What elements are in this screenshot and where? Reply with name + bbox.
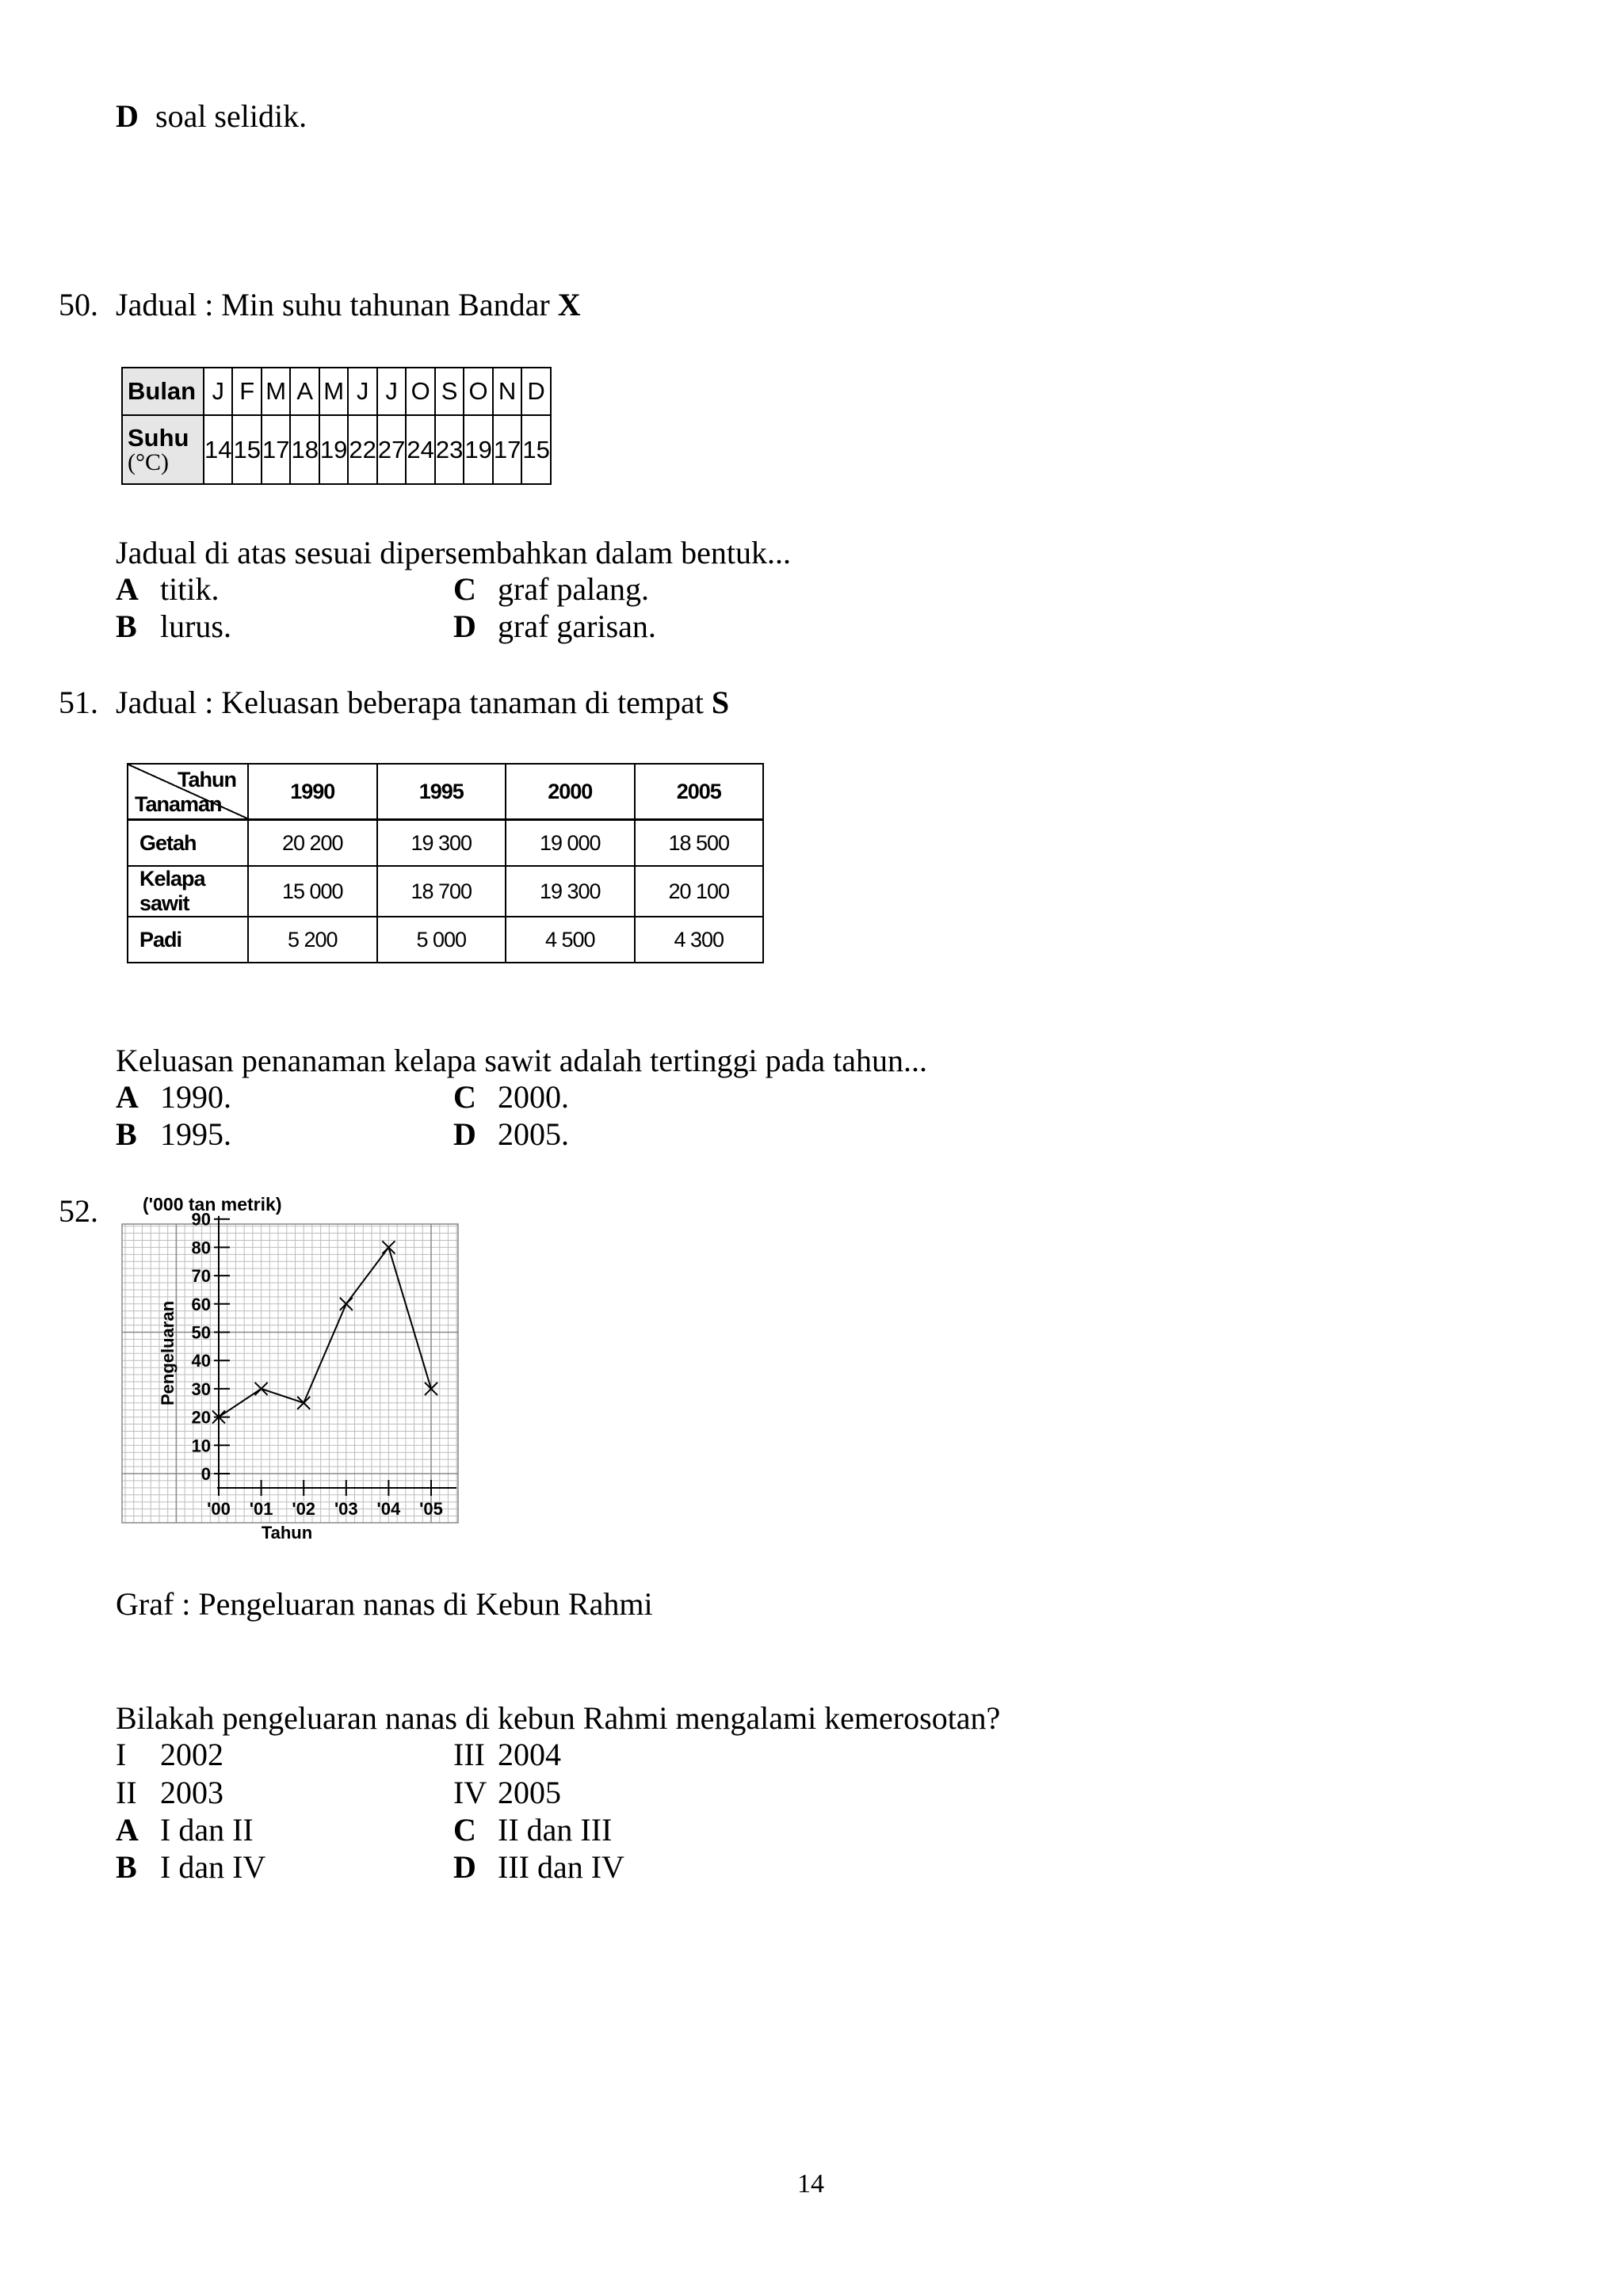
- temp-cell: 17: [262, 415, 290, 484]
- temperature-table: [121, 367, 552, 485]
- table-title: Jadual : Min suhu tahunan Bandar: [116, 287, 550, 322]
- table-title-bold: S: [711, 685, 730, 720]
- q51-option-b[interactable]: [116, 1116, 231, 1153]
- y-tick-label: 90: [191, 1209, 211, 1230]
- q50-option-d[interactable]: [453, 608, 656, 645]
- statement-text: 2005: [498, 1775, 561, 1810]
- q52-question: Bilakah pengeluaran nanas di kebun Rahmi mengalami kemerosotan?: [116, 1700, 1001, 1736]
- temp-cell: 23: [435, 415, 464, 484]
- month-cell: J: [377, 368, 406, 415]
- q50-option-c[interactable]: [453, 571, 649, 608]
- table-row: [128, 917, 763, 963]
- temp-cell: 19: [319, 415, 348, 484]
- option-text: soal selidik.: [155, 98, 307, 134]
- month-cell: F: [232, 368, 261, 415]
- crop-name: Padi: [128, 917, 248, 963]
- option-letter: C: [453, 1079, 476, 1115]
- statement-text: 2003: [160, 1775, 223, 1810]
- year-header: 2005: [635, 764, 764, 820]
- statement-numeral: IV: [453, 1775, 487, 1810]
- option-text: graf palang.: [498, 571, 650, 607]
- area-cell: 19 300: [377, 820, 506, 867]
- year-header: 1995: [377, 764, 506, 820]
- row-header-unit: (°C): [128, 448, 169, 475]
- x-tick-label: '01: [249, 1499, 273, 1519]
- y-tick-label: 70: [191, 1266, 211, 1287]
- q50-title: [59, 287, 581, 323]
- x-tick-label: '03: [334, 1499, 358, 1519]
- q51-option-a[interactable]: [116, 1079, 231, 1116]
- y-tick-label: 80: [191, 1238, 211, 1258]
- option-letter: A: [116, 1812, 139, 1848]
- q50-question: Jadual di atas sesuai dipersembahkan dalam bentuk...: [116, 535, 791, 570]
- question-number: 51.: [59, 685, 98, 720]
- option-letter: A: [116, 1079, 139, 1115]
- q50-option-a[interactable]: [116, 571, 219, 608]
- option-text: 1995.: [160, 1116, 231, 1152]
- option-text: 1990.: [160, 1079, 231, 1115]
- option-text: graf garisan.: [498, 608, 656, 644]
- area-cell: 20 200: [248, 820, 377, 867]
- option-text: titik.: [160, 571, 220, 607]
- statement-numeral: III: [453, 1737, 485, 1772]
- option-letter: D: [116, 98, 139, 134]
- table-row: [128, 866, 763, 917]
- x-tick-label: '00: [207, 1499, 231, 1519]
- temp-cell: 17: [493, 415, 521, 484]
- x-tick-label: '04: [376, 1499, 401, 1519]
- option-letter: B: [116, 1116, 137, 1152]
- option-text: III dan IV: [498, 1849, 624, 1885]
- y-tick-label: 40: [191, 1351, 211, 1371]
- month-cell: J: [348, 368, 376, 415]
- temp-cell: 27: [377, 415, 406, 484]
- table-header-row: [128, 764, 763, 820]
- area-cell: 15 000: [248, 866, 377, 917]
- statement-text: 2002: [160, 1737, 223, 1772]
- x-tick-label: '02: [292, 1499, 316, 1519]
- crop-name: Getah: [128, 820, 248, 867]
- q52-number: 52.: [59, 1193, 98, 1229]
- area-cell: 5 000: [377, 917, 506, 963]
- row-header-bulan: Bulan: [122, 368, 204, 415]
- temp-cell: 24: [406, 415, 434, 484]
- option-letter: D: [453, 1849, 476, 1885]
- statement-iii: [453, 1737, 561, 1773]
- q51-question: Keluasan penanaman kelapa sawit adalah tertinggi pada tahun...: [116, 1043, 928, 1078]
- area-cell: 5 200: [248, 917, 377, 963]
- option-letter: C: [453, 1812, 476, 1848]
- option-letter: C: [453, 571, 476, 607]
- statement-numeral: II: [116, 1775, 137, 1810]
- month-cell: D: [521, 368, 550, 415]
- year-header: 1990: [248, 764, 377, 820]
- month-cell: O: [406, 368, 434, 415]
- chart-x-axis-label: Tahun: [261, 1523, 313, 1541]
- y-tick-label: 30: [191, 1379, 211, 1399]
- chart-ticks: [192, 1210, 443, 1519]
- year-header: 2000: [506, 764, 635, 820]
- y-tick-label: 60: [191, 1294, 211, 1314]
- row-header-suhu: [122, 415, 204, 484]
- option-text: 2000.: [498, 1079, 569, 1115]
- page-number: 14: [797, 2169, 824, 2199]
- q52-option-c[interactable]: [453, 1812, 612, 1848]
- production-line-chart: [116, 1188, 472, 1541]
- temp-cell: 22: [348, 415, 376, 484]
- table-row: [122, 415, 551, 484]
- q51-title: [59, 685, 729, 721]
- temp-cell: 14: [204, 415, 232, 484]
- area-cell: 4 500: [506, 917, 635, 963]
- option-letter: D: [453, 608, 476, 644]
- corner-header-bottom: Tanaman: [135, 792, 222, 816]
- month-cell: O: [464, 368, 492, 415]
- temp-cell: 15: [521, 415, 550, 484]
- q50-option-b[interactable]: [116, 608, 231, 645]
- month-cell: M: [319, 368, 348, 415]
- area-cell: 18 500: [635, 820, 764, 867]
- chart-y-axis-label: Pengeluaran: [158, 1300, 178, 1406]
- q49-option-d: [116, 98, 307, 135]
- statement-numeral: I: [116, 1737, 127, 1772]
- option-letter: A: [116, 571, 139, 607]
- table-row: [122, 368, 551, 415]
- temp-cell: 15: [232, 415, 261, 484]
- q51-option-d[interactable]: [453, 1116, 569, 1153]
- table-title-bold: X: [557, 287, 581, 322]
- statement-i: [116, 1737, 223, 1773]
- area-cell: 20 100: [635, 866, 764, 917]
- y-tick-label: 20: [191, 1407, 211, 1428]
- option-text: 2005.: [498, 1116, 569, 1152]
- option-letter: B: [116, 608, 137, 644]
- temp-cell: 18: [290, 415, 319, 484]
- row-header-text: Suhu: [128, 423, 189, 452]
- x-tick-label: '05: [419, 1499, 443, 1519]
- corner-header-cell: [128, 764, 248, 820]
- temp-cell: 19: [464, 415, 492, 484]
- area-cell: 19 000: [506, 820, 635, 867]
- q51-option-c[interactable]: [453, 1079, 569, 1116]
- option-letter: B: [116, 1849, 137, 1885]
- y-tick-label: 50: [191, 1322, 211, 1343]
- option-text: lurus.: [160, 608, 231, 644]
- option-text: I dan II: [160, 1812, 254, 1848]
- q52-option-b[interactable]: [116, 1849, 265, 1886]
- month-cell: N: [493, 368, 521, 415]
- y-tick-label: 10: [191, 1436, 211, 1456]
- q52-caption: Graf : Pengeluaran nanas di Kebun Rahmi: [116, 1586, 653, 1622]
- y-tick-label: 0: [200, 1464, 211, 1484]
- area-cell: 19 300: [506, 866, 635, 917]
- chart-unit-label: ('000 tan metrik): [143, 1194, 282, 1215]
- table-title: Jadual : Keluasan beberapa tanaman di tempat: [116, 685, 704, 720]
- month-cell: A: [290, 368, 319, 415]
- q52-option-a[interactable]: [116, 1812, 254, 1848]
- question-number: 50.: [59, 287, 98, 322]
- option-letter: D: [453, 1116, 476, 1152]
- month-cell: J: [204, 368, 232, 415]
- table-row: [128, 820, 763, 867]
- option-text: I dan IV: [160, 1849, 266, 1885]
- statement-ii: [116, 1775, 223, 1811]
- month-cell: M: [262, 368, 290, 415]
- corner-header-top: Tahun: [178, 768, 236, 791]
- statement-iv: [453, 1775, 561, 1811]
- q52-option-d[interactable]: [453, 1849, 624, 1886]
- crop-name: Kelapa sawit: [128, 866, 248, 917]
- area-cell: 4 300: [635, 917, 764, 963]
- crop-area-table: [127, 763, 764, 963]
- option-text: II dan III: [498, 1812, 613, 1848]
- statement-text: 2004: [498, 1737, 561, 1772]
- month-cell: S: [435, 368, 464, 415]
- area-cell: 18 700: [377, 866, 506, 917]
